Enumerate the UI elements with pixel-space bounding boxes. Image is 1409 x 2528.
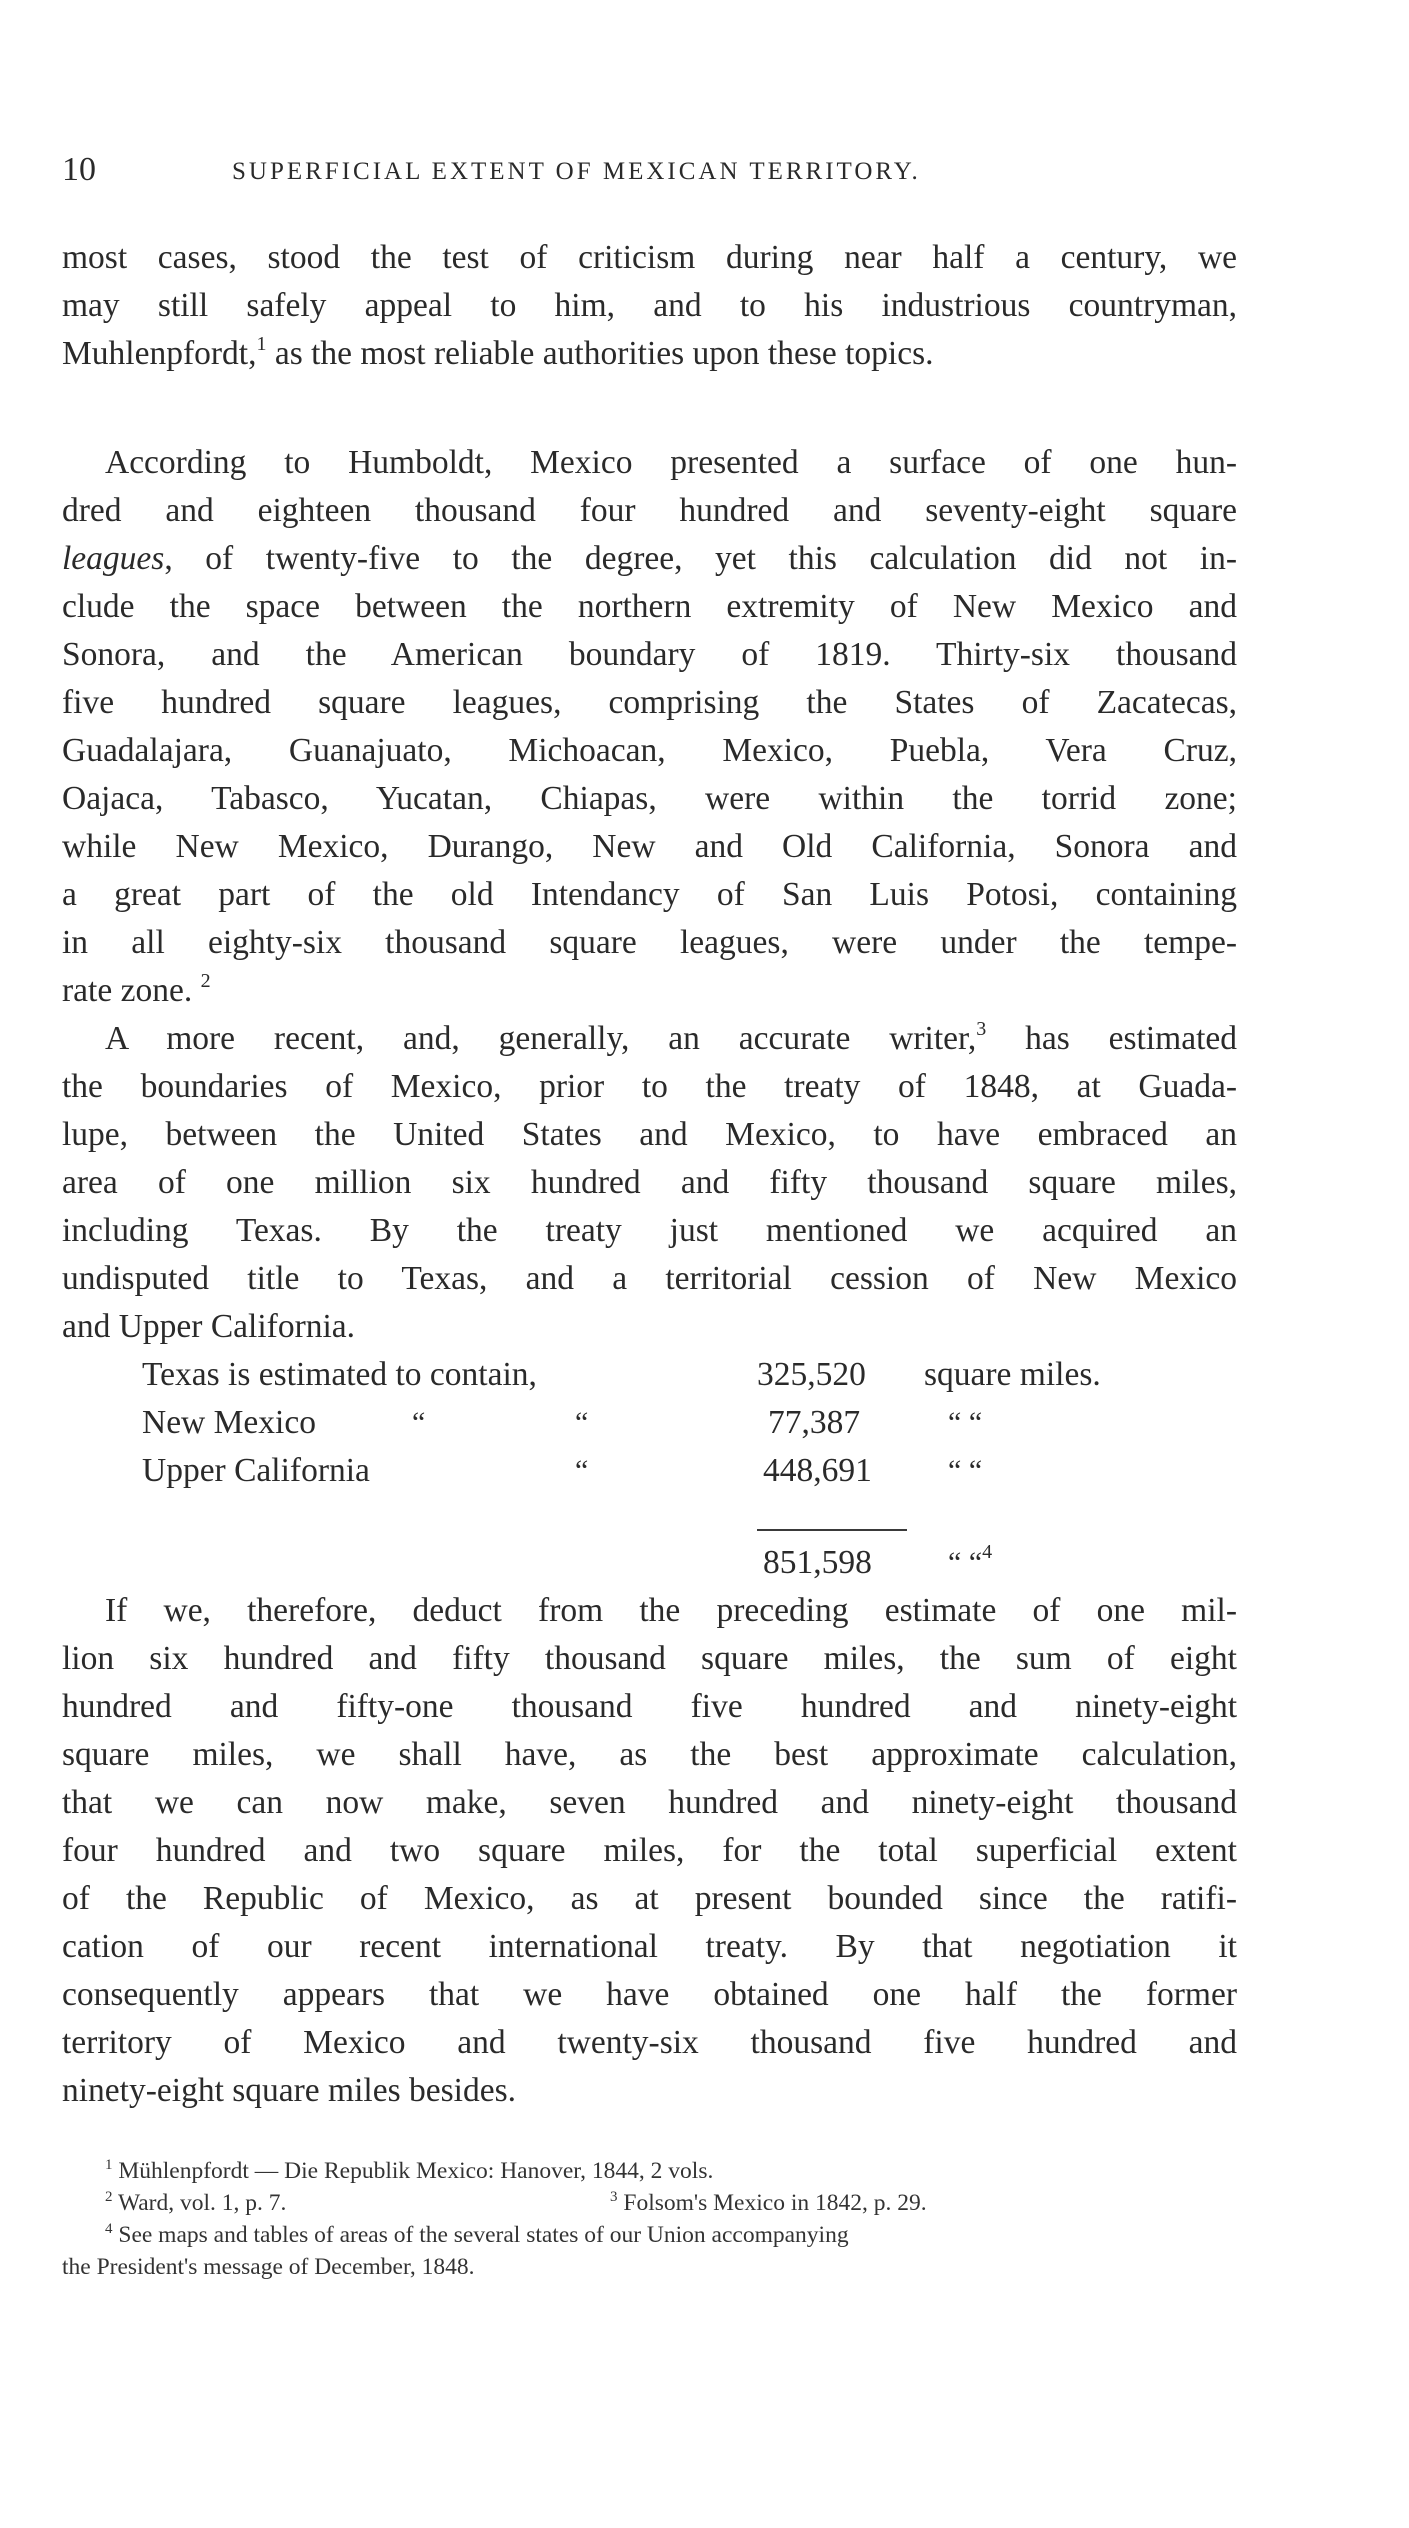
ditto-text: “ “ [948,1546,983,1579]
text-line [62,971,1237,1011]
text-line: including Texas. By the treaty just mentioned we acquired an [62,1212,1237,1249]
text-line: in all eighty-six thousand square leagues, were under the tempe- [62,924,1237,961]
footnote-1 [105,2156,713,2186]
text-line [62,334,1237,374]
ditto-mark: “ “ [948,1406,983,1439]
footnote-ref: 2 [200,970,211,992]
text-line: of the Republic of Mexico, as at present bounded since the ratifi- [62,1880,1237,1917]
text-line: cation of our recent international treaty. By that negotiation it [62,1928,1237,1965]
text-line: lion six hundred and fifty thousand square miles, the sum of eight [62,1640,1237,1677]
footnote-mark: 3 [610,2189,618,2205]
table-row-label: Texas is estimated to contain, [142,1356,537,1393]
sum-rule [757,1529,907,1531]
footnote-4-continued: the President's message of December, 1848. [62,2254,475,2280]
text-line: area of one million six hundred and fifty thousand square miles, [62,1164,1237,1201]
table-row-label: New Mexico [142,1404,316,1441]
text-line [62,539,1237,579]
table-row-value: 77,387 [768,1404,861,1441]
text-line: ninety-eight square miles besides. [62,2072,517,2109]
text-span: Muhlenpfordt, [62,335,257,372]
footnote-text: Mühlenpfordt — Die Republik Mexico: Hanover, 1844, 2 vols. [112,2158,714,2184]
footnote-mark: 4 [105,2221,113,2237]
footnote-mark: 2 [105,2189,113,2205]
running-title: SUPERFICIAL EXTENT OF MEXICAN TERRITORY. [232,158,921,185]
text-line [105,1019,1237,1059]
ditto-mark: “ [575,1406,589,1439]
text-line: clude the space between the northern extremity of New Mexico and [62,588,1237,625]
footnote-text: Folsom's Mexico in 1842, p. 29. [617,2190,927,2216]
footnote-2 [105,2188,286,2218]
table-row-unit: square miles. [924,1356,1101,1393]
page-number: 10 [62,151,96,188]
text-line: lupe, between the United States and Mexico, to have embraced an [62,1116,1237,1153]
text-line: Oajaca, Tabasco, Yucatan, Chiapas, were within the torrid zone; [62,780,1237,817]
text-line: while New Mexico, Durango, New and Old California, Sonora and [62,828,1237,865]
table-row-value: 325,520 [757,1356,866,1393]
page-header [62,150,1232,198]
italic-word: leagues [62,540,165,577]
text-line: undisputed title to Texas, and a territorial cession of New Mexico [62,1260,1237,1297]
footnote-text: See maps and tables of areas of the several states of our Union accompanying [112,2222,849,2248]
text-line: the boundaries of Mexico, prior to the treaty of 1848, at Guada- [62,1068,1237,1105]
text-line: and Upper California. [62,1308,356,1345]
text-line: territory of Mexico and twenty-six thousand five hundred and [62,2024,1237,2061]
text-line: consequently appears that we have obtained one half the former [62,1976,1237,2013]
footnote-mark: 1 [105,2157,113,2173]
footnote-3 [610,2188,927,2218]
ditto-mark: “ [575,1454,589,1487]
text-span: rate zone. [62,972,193,1009]
table-row-label: Upper California [142,1452,370,1489]
text-line: most cases, stood the test of criticism during near half a century, we [62,239,1237,276]
text-span: , of twenty-five to the degree, yet this calculation did not in- [164,540,1237,577]
text-line: If we, therefore, deduct from the preceding estimate of one mil- [105,1592,1237,1629]
text-line: four hundred and two square miles, for the total superficial extent [62,1832,1237,1869]
text-line: square miles, we shall have, as the best approximate calculation, [62,1736,1237,1773]
table-row-value: 448,691 [763,1452,872,1489]
ditto-mark [948,1543,992,1583]
ditto-mark: “ “ [948,1454,983,1487]
text-line: Sonora, and the American boundary of 1819. Thirty-six thousand [62,636,1237,673]
footnote-ref: 1 [256,333,267,355]
text-line: dred and eighteen thousand four hundred and seventy-eight square [62,492,1237,529]
text-line: may still safely appeal to him, and to his industrious countryman, [62,287,1237,324]
text-line: Guadalajara, Guanajuato, Michoacan, Mexico, Puebla, Vera Cruz, [62,732,1237,769]
text-line: five hundred square leagues, comprising the States of Zacatecas, [62,684,1237,721]
text-span: A more recent, and, generally, an accurate writer, [105,1020,977,1057]
footnote-ref: 3 [976,1018,987,1040]
text-line: According to Humboldt, Mexico presented a surface of one hun- [105,444,1237,481]
text-span: as the most reliable authorities upon these topics. [266,335,934,372]
text-span: has estimated [986,1020,1238,1057]
table-total-value: 851,598 [763,1544,872,1581]
ditto-mark: “ [412,1406,426,1439]
text-line: that we can now make, seven hundred and ninety-eight thousand [62,1784,1237,1821]
footnote-ref: 4 [982,1541,993,1563]
text-line: a great part of the old Intendancy of San Luis Potosi, containing [62,876,1237,913]
text-line: hundred and fifty-one thousand five hundred and ninety-eight [62,1688,1237,1725]
footnote-4 [105,2220,849,2250]
footnote-text: Ward, vol. 1, p. 7. [112,2190,287,2216]
